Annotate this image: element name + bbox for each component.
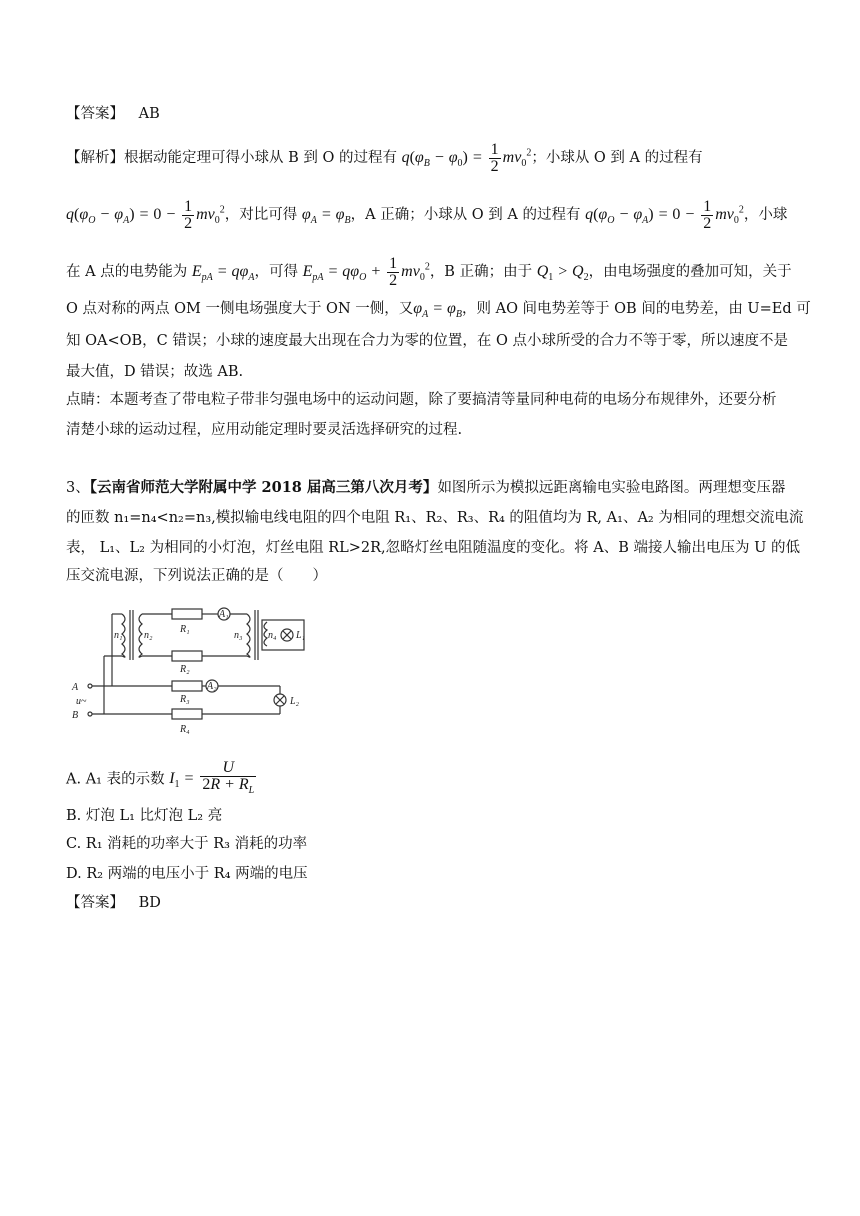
label-n3: n₃ bbox=[234, 630, 243, 641]
label-n4: n₄ bbox=[268, 630, 277, 641]
answer-value: AB bbox=[138, 106, 160, 122]
equation-b-to-o: $q(\varphi_B - \varphi_0)$ = $\frac{1}{2}$ $mv_0^2$ bbox=[401, 141, 532, 175]
label-R2: R₂ bbox=[180, 664, 190, 675]
answer-line-q3 bbox=[66, 893, 161, 913]
answer-label: 【答案】 bbox=[66, 895, 124, 911]
label-A: A bbox=[72, 682, 79, 693]
answer-value: BD bbox=[138, 895, 161, 911]
label-L2: L₂ bbox=[290, 696, 300, 707]
analysis-label: 【解析】 bbox=[66, 150, 124, 167]
label-R3: R₃ bbox=[180, 694, 190, 705]
question-3-line-4: 压交流电源，下列说法正确的是（ ） bbox=[66, 568, 327, 584]
analysis-line-6: 最大值，D 错误；故选 AB. bbox=[66, 364, 244, 380]
analysis-line-3: 在 A 点的电势能为 $E_{pA} = q\varphi_A$，可得 $E_{pA} = q\varphi_O$ + $\frac{1}{2}$ $mv_0^2$，B 正确；由于 $Q_1 > Q_2$，由电场强度的叠加可知，关于 bbox=[66, 255, 792, 289]
comment-line-2: 清楚小球的运动过程，应用动能定理时要灵活选择研究的过程. bbox=[66, 422, 463, 438]
label-R4: R₄ bbox=[180, 724, 190, 735]
label-L1: L₁ bbox=[296, 630, 306, 641]
question-3-line-2: 的匝数 n₁=n₄<n₂=n₃,模拟输电线电阻的四个电阻 R₁、R₂、R₃、R₄ 的阻值均为 R, A₁、A₂ 为相同的理想交流电流 bbox=[66, 510, 804, 526]
comment-line-1: 点睛：本题考查了带电粒子带非匀强电场中的运动问题，除了要搞清等量同种电荷的电场分布规律外，还要分析 bbox=[66, 392, 777, 408]
label-A1: A₁ bbox=[219, 609, 229, 620]
equation-q-compare: $Q_1 > Q_2$ bbox=[536, 263, 589, 284]
question-3-line-3: 表， L₁、L₂ 为相同的小灯泡，灯丝电阻 RL>2R,忽略灯丝电阻随温度的变化。将 A、B 端接人输出电压为 U 的低 bbox=[66, 540, 800, 556]
label-u: u~ bbox=[76, 696, 87, 707]
equation-o-to-a: $q(\varphi_O - \varphi_A) = 0$ − $\frac{1}{2}$ $mv_0^2$ bbox=[66, 198, 225, 232]
label-n1: n₁ bbox=[114, 630, 123, 641]
label-A2: A₂ bbox=[207, 681, 217, 692]
analysis-line-5: 知 OA<OB，C 错误；小球的速度最大出现在合力为零的位置，在 O 点小球所受的合力不等于零，所以速度不是 bbox=[66, 333, 788, 349]
analysis-line-1: 【解析】根据动能定理可得小球从 B 到 O 的过程有 $q(\varphi_B - \varphi_0)$ = $\frac{1}{2}$ $mv_0^2$；小球从 O 到 A 的过程有 bbox=[66, 141, 703, 175]
analysis-line-4: O 点对称的两点 OM 一侧电场强度大于 ON 一侧，又$\varphi_A = \varphi_B$，则 AO 间电势差等于 OB 间的电势差，由 U=Ed 可 bbox=[66, 300, 811, 321]
question-number: 3、 bbox=[66, 480, 90, 496]
label-B: B bbox=[72, 710, 79, 721]
equation-epa: $E_{pA} = q\varphi_O$ + $\frac{1}{2}$ $mv_0^2$ bbox=[302, 255, 430, 289]
equation-option-a: $I_1$ = $\frac{U}{2R + R_L}$ bbox=[169, 759, 255, 797]
equation-o-to-a-2: $q(\varphi_O - \varphi_A) = 0$ − $\frac{1}{2}$ $mv_0^2$ bbox=[585, 198, 744, 232]
label-R1: R₁ bbox=[180, 624, 190, 635]
question-source: 【云南省师范大学附属中学 2018 届高三第八次月考】 bbox=[89, 479, 438, 496]
option-c: C. R₁ 消耗的功率大于 R₃ 消耗的功率 bbox=[66, 836, 308, 852]
equation-potential-energy: $E_{pA} = q\varphi_A$ bbox=[191, 263, 255, 284]
question-3-line-1: 3、【云南省师范大学附属中学 2018 届高三第八次月考】如图所示为模拟远距离输电实验电路图。两理想变压器 bbox=[66, 479, 786, 496]
equation-phi-equal-2: $\varphi_A = \varphi_B$ bbox=[413, 300, 462, 321]
analysis-line-2: $q(\varphi_O - \varphi_A) = 0$ − $\frac{1}{2}$ $mv_0^2$，对比可得 $\varphi_A = \varphi_B$，A 正确；小球从 O 到 A 的过程有 $q(\varphi_O - \varphi_A) = 0$ − $\frac{1}{2}$ $mv_0^2$，小球 bbox=[66, 198, 788, 232]
circuit-diagram bbox=[62, 600, 312, 740]
answer-line-q2 bbox=[66, 104, 160, 124]
option-b: B. 灯泡 L₁ 比灯泡 L₂ 亮 bbox=[66, 808, 223, 824]
option-a: A. A₁ 表的示数 $I_1$ = $\frac{U}{2R + R_L}$ bbox=[66, 760, 258, 799]
option-d: D. R₂ 两端的电压小于 R₄ 两端的电压 bbox=[66, 866, 308, 882]
equation-phi-equal: $\varphi_A = \varphi_B$ bbox=[301, 206, 351, 227]
label-n2: n₂ bbox=[144, 630, 153, 641]
answer-label: 【答案】 bbox=[66, 106, 124, 122]
